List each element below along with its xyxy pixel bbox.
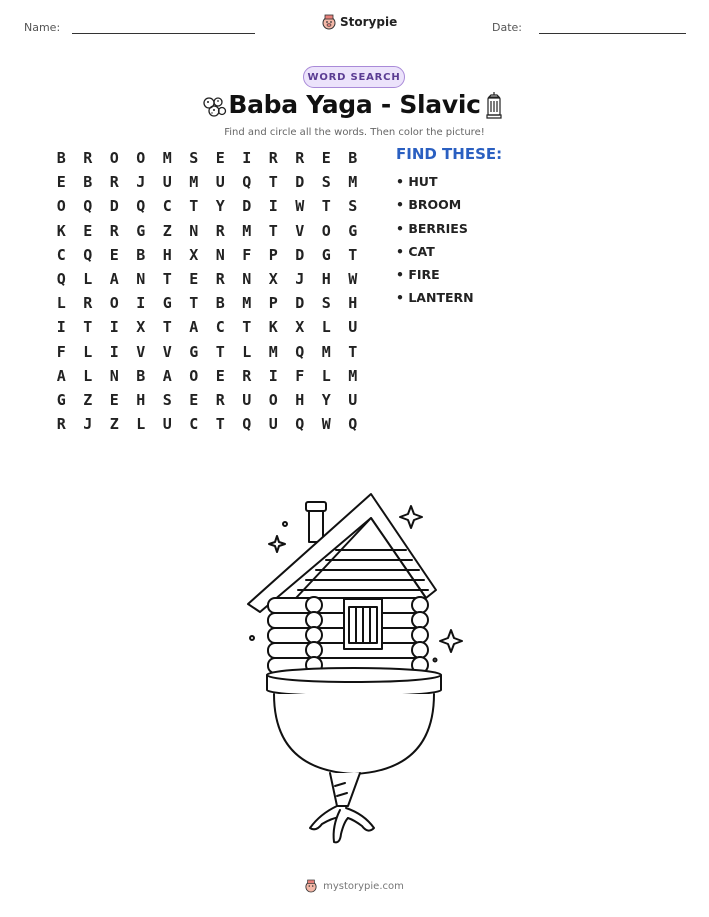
grid-letter[interactable]: Q (83, 245, 93, 264)
grid-letter[interactable]: R (295, 149, 305, 168)
grid-letter[interactable]: T (348, 245, 358, 264)
grid-letter[interactable]: I (268, 197, 278, 216)
grid-letter[interactable]: A (162, 366, 172, 385)
grid-letter[interactable]: T (321, 197, 331, 216)
grid-letter[interactable]: U (348, 318, 358, 337)
grid-letter[interactable]: L (56, 294, 66, 313)
pig-mascot-icon (322, 14, 336, 30)
grid-letter[interactable]: N (215, 245, 225, 264)
grid-letter[interactable]: E (215, 366, 225, 385)
grid-letter[interactable]: U (162, 415, 172, 434)
grid-row (48, 146, 366, 170)
grid-letter[interactable]: J (295, 270, 305, 289)
grid-letter[interactable]: O (268, 390, 278, 409)
grid-letter[interactable]: Q (348, 415, 358, 434)
grid-letter[interactable]: U (268, 415, 278, 434)
word-item: • LANTERN (396, 290, 474, 306)
grid-letter[interactable]: R (56, 415, 66, 434)
grid-row (48, 194, 366, 218)
grid-letter[interactable]: N (189, 221, 199, 240)
grid-letter[interactable]: E (215, 149, 225, 168)
grid-letter[interactable]: P (268, 245, 278, 264)
grid-letter[interactable]: X (189, 245, 199, 264)
grid-letter[interactable]: T (162, 270, 172, 289)
grid-letter[interactable]: F (56, 342, 66, 361)
grid-letter[interactable]: X (268, 270, 278, 289)
grid-letter[interactable]: F (295, 366, 305, 385)
grid-letter[interactable]: T (242, 318, 252, 337)
grid-letter[interactable]: G (56, 390, 66, 409)
grid-letter[interactable]: P (268, 294, 278, 313)
grid-letter[interactable]: B (348, 149, 358, 168)
grid-letter[interactable]: S (162, 390, 172, 409)
grid-letter[interactable]: T (189, 294, 199, 313)
grid-letter[interactable]: G (162, 294, 172, 313)
grid-letter[interactable]: L (242, 342, 252, 361)
grid-letter[interactable]: A (56, 366, 66, 385)
grid-letter[interactable]: E (56, 173, 66, 192)
grid-letter[interactable]: W (295, 197, 305, 216)
brand-name: Storypie (340, 15, 398, 29)
pig-mascot-icon (305, 879, 317, 893)
grid-letter[interactable]: B (83, 173, 93, 192)
word-list (396, 170, 474, 310)
word-item: • BERRIES (396, 220, 468, 236)
grid-letter[interactable]: R (215, 270, 225, 289)
grid-letter[interactable]: L (136, 415, 146, 434)
grid-row (48, 364, 366, 388)
grid-letter[interactable]: T (162, 318, 172, 337)
grid-letter[interactable]: E (109, 390, 119, 409)
brand-logo (322, 14, 397, 30)
grid-letter[interactable]: U (215, 173, 225, 192)
grid-letter[interactable]: R (268, 149, 278, 168)
grid-letter[interactable]: S (321, 173, 331, 192)
grid-letter[interactable]: Z (83, 390, 93, 409)
grid-letter[interactable]: O (321, 221, 331, 240)
grid-letter[interactable]: Q (136, 197, 146, 216)
grid-letter[interactable]: T (215, 342, 225, 361)
grid-letter[interactable]: L (83, 270, 93, 289)
grid-letter[interactable]: U (242, 390, 252, 409)
grid-letter[interactable]: E (189, 390, 199, 409)
grid-letter[interactable]: O (56, 197, 66, 216)
grid-letter[interactable]: M (348, 366, 358, 385)
grid-letter[interactable]: T (83, 318, 93, 337)
grid-letter[interactable]: G (189, 342, 199, 361)
grid-letter[interactable]: M (321, 342, 331, 361)
grid-letter[interactable]: S (189, 149, 199, 168)
name-line[interactable] (72, 33, 255, 34)
grid-letter[interactable]: I (56, 318, 66, 337)
hut-on-chicken-leg-illustration[interactable] (240, 488, 470, 853)
grid-letter[interactable]: T (189, 197, 199, 216)
footer (0, 879, 709, 893)
grid-letter[interactable]: Q (295, 415, 305, 434)
grid-letter[interactable]: I (242, 149, 252, 168)
grid-letter[interactable]: V (295, 221, 305, 240)
grid-letter[interactable]: B (56, 149, 66, 168)
grid-letter[interactable]: Y (215, 197, 225, 216)
grid-letter[interactable]: M (162, 149, 172, 168)
lantern-icon (484, 91, 504, 121)
grid-letter[interactable]: H (321, 270, 331, 289)
grid-letter[interactable]: E (109, 245, 119, 264)
word-search-badge: WORD SEARCH (303, 66, 405, 88)
grid-letter[interactable]: Q (56, 270, 66, 289)
grid-letter[interactable]: I (136, 294, 146, 313)
grid-letter[interactable]: R (83, 149, 93, 168)
grid-letter[interactable]: O (109, 294, 119, 313)
grid-letter[interactable]: A (109, 270, 119, 289)
grid-letter[interactable]: S (321, 294, 331, 313)
grid-letter[interactable]: B (215, 294, 225, 313)
grid-letter[interactable]: R (109, 221, 119, 240)
grid-letter[interactable]: U (162, 173, 172, 192)
grid-letter[interactable]: A (189, 318, 199, 337)
grid-letter[interactable]: W (348, 270, 358, 289)
date-line[interactable] (539, 33, 686, 34)
grid-letter[interactable]: X (295, 318, 305, 337)
grid-letter[interactable]: C (215, 318, 225, 337)
grid-letter[interactable]: B (136, 366, 146, 385)
find-these-heading: FIND THESE: (396, 145, 503, 163)
grid-letter[interactable]: Y (321, 390, 331, 409)
grid-row (48, 219, 366, 243)
date-label: Date: (492, 21, 522, 34)
grid-letter[interactable]: E (83, 221, 93, 240)
word-item: • FIRE (396, 267, 440, 283)
word-item: • BROOM (396, 197, 462, 213)
grid-letter[interactable]: N (136, 270, 146, 289)
grid-letter[interactable]: Q (295, 342, 305, 361)
grid-letter[interactable]: Q (242, 415, 252, 434)
grid-letter[interactable]: C (189, 415, 199, 434)
grid-row (48, 291, 366, 315)
grid-row (48, 170, 366, 194)
name-label: Name: (24, 21, 61, 34)
grid-letter[interactable]: I (109, 342, 119, 361)
grid-letter[interactable]: K (56, 221, 66, 240)
instructions: Find and circle all the words. Then color the picture! (224, 127, 485, 138)
grid-letter[interactable]: C (162, 197, 172, 216)
grid-letter[interactable]: O (109, 149, 119, 168)
grid-letter[interactable]: D (242, 197, 252, 216)
grid-letter[interactable]: J (83, 415, 93, 434)
grid-letter[interactable]: D (295, 245, 305, 264)
grid-row (48, 315, 366, 339)
grid-letter[interactable]: M (242, 294, 252, 313)
grid-letter[interactable]: V (136, 342, 146, 361)
page-title: Baba Yaga - Slavic (228, 90, 481, 119)
grid-letter[interactable]: F (242, 245, 252, 264)
grid-letter[interactable]: X (136, 318, 146, 337)
grid-letter[interactable]: R (109, 173, 119, 192)
grid-letter[interactable]: O (189, 366, 199, 385)
grid-row (48, 267, 366, 291)
grid-letter[interactable]: E (189, 270, 199, 289)
grid-letter[interactable]: L (83, 342, 93, 361)
footer-url[interactable]: mystorypie.com (323, 880, 404, 892)
grid-letter[interactable]: M (242, 221, 252, 240)
grid-letter[interactable]: H (348, 294, 358, 313)
grid-letter[interactable]: R (242, 366, 252, 385)
grid-letter[interactable]: V (162, 342, 172, 361)
grid-letter[interactable]: G (348, 221, 358, 240)
grid-letter[interactable]: L (321, 318, 331, 337)
grid-letter[interactable]: N (109, 366, 119, 385)
grid-row (48, 388, 366, 412)
grid-letter[interactable]: Z (109, 415, 119, 434)
grid-letter[interactable]: D (295, 173, 305, 192)
grid-letter[interactable]: Q (242, 173, 252, 192)
letter-grid[interactable] (48, 146, 366, 436)
grid-letter[interactable]: Z (162, 221, 172, 240)
grid-letter[interactable]: H (136, 390, 146, 409)
grid-letter[interactable]: N (242, 270, 252, 289)
grid-letter[interactable]: J (136, 173, 146, 192)
grid-letter[interactable]: R (215, 390, 225, 409)
grid-letter[interactable]: G (136, 221, 146, 240)
grid-letter[interactable]: W (321, 415, 331, 434)
grid-letter[interactable]: T (215, 415, 225, 434)
word-item: • HUT (396, 174, 438, 189)
grid-letter[interactable]: D (109, 197, 119, 216)
grid-letter[interactable]: H (295, 390, 305, 409)
grid-letter[interactable]: E (321, 149, 331, 168)
grid-letter[interactable]: Q (83, 197, 93, 216)
grid-letter[interactable]: S (348, 197, 358, 216)
grid-row (48, 340, 366, 364)
grid-letter[interactable]: H (162, 245, 172, 264)
grid-letter[interactable]: L (83, 366, 93, 385)
grid-letter[interactable]: I (268, 366, 278, 385)
grid-letter[interactable]: O (136, 149, 146, 168)
grid-letter[interactable]: M (189, 173, 199, 192)
grid-letter[interactable]: G (321, 245, 331, 264)
word-item: • CAT (396, 243, 435, 259)
grid-letter[interactable]: U (348, 390, 358, 409)
grid-letter[interactable]: I (109, 318, 119, 337)
grid-letter[interactable]: B (136, 245, 146, 264)
grid-letter[interactable]: R (83, 294, 93, 313)
grid-row (48, 412, 366, 436)
grid-letter[interactable]: T (268, 173, 278, 192)
grid-letter[interactable]: L (321, 366, 331, 385)
grid-letter[interactable]: R (215, 221, 225, 240)
grid-letter[interactable]: T (268, 221, 278, 240)
grid-letter[interactable]: K (268, 318, 278, 337)
grid-letter[interactable]: T (348, 342, 358, 361)
grid-letter[interactable]: C (56, 245, 66, 264)
grid-letter[interactable]: D (295, 294, 305, 313)
grid-letter[interactable]: M (348, 173, 358, 192)
grid-letter[interactable]: M (268, 342, 278, 361)
grid-row (48, 243, 366, 267)
